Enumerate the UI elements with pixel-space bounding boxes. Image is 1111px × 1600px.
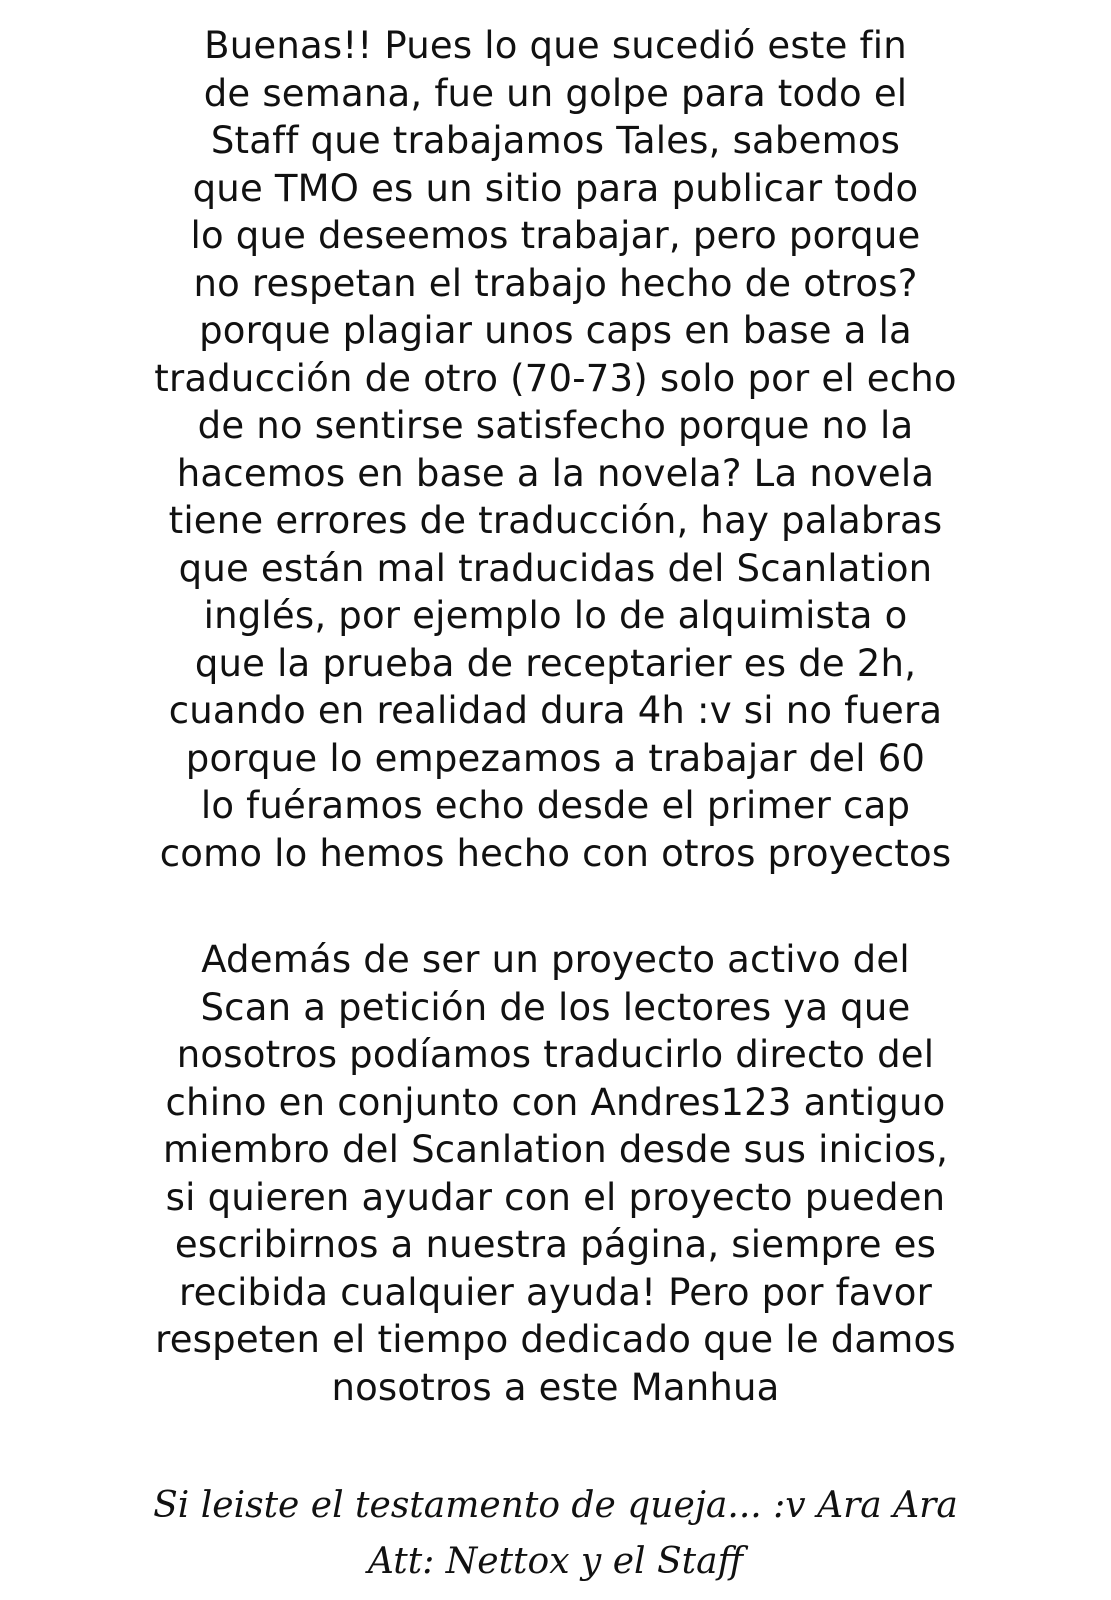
project-paragraph — [0, 936, 1111, 1411]
text-line: Staff que trabajamos Tales, sabemos — [210, 119, 901, 162]
text-line: nosotros a este Manhua — [331, 1365, 780, 1409]
text-line: traducción de otro (70-73) solo por el echo — [154, 356, 957, 400]
text-line: nosotros podíamos traducirlo directo del — [176, 1033, 935, 1076]
text-line: lo que deseemos trabajar, pero porque — [190, 214, 921, 257]
text-line: como lo hemos hecho con otros proyectos — [159, 831, 952, 875]
text-line: de semana, fue un golpe para todo el — [203, 71, 908, 115]
text-line: escribirnos a nuestra página, siempre es — [174, 1223, 937, 1266]
text-line: que están mal traducidas del Scanlation — [178, 546, 933, 590]
text-line: Buenas!! Pues lo que sucedió este fin — [204, 24, 907, 67]
text-line: Además de ser un proyecto activo del — [201, 938, 910, 981]
text-line: de no sentirse satisfecho porque no la — [197, 404, 914, 447]
text-line: miembro del Scanlation desde sus inicios, — [162, 1128, 949, 1171]
text-line: lo fuéramos echo desde el primer cap — [200, 784, 911, 827]
text-line: que la prueba de receptarier es de 2h, — [194, 641, 917, 685]
text-line: Scan a petición de los lectores ya que — [200, 985, 911, 1029]
text-line: porque plagiar unos caps en base a la — [199, 309, 912, 352]
text-line: respeten el tiempo dedicado que le damos — [155, 1318, 956, 1361]
complaint-paragraph — [0, 22, 1111, 877]
text-line: chino en conjunto con Andres123 antiguo — [165, 1080, 946, 1124]
text-line: cuando en realidad dura 4h :v si no fuera — [168, 689, 943, 732]
text-line: tiene errores de traducción, hay palabras — [168, 499, 943, 542]
text-line: recibida cualquier ayuda! Pero por favor — [178, 1270, 933, 1314]
text-line: que TMO es un sitio para publicar todo — [192, 166, 919, 210]
signature — [0, 1478, 1111, 1590]
text-line: porque lo empezamos a trabajar del 60 — [185, 736, 926, 780]
signature-author: Att: Nettox y el Staff — [367, 1541, 744, 1582]
signature-line: Si leiste el testamento de queja... :v Ara Ara — [153, 1485, 958, 1526]
text-line: no respetan el trabajo hecho de otros? — [193, 261, 918, 305]
text-line: hacemos en base a la novela? La novela — [176, 451, 935, 495]
text-line: inglés, por ejemplo lo de alquimista o — [203, 594, 908, 637]
text-line: si quieren ayudar con el proyecto pueden — [165, 1175, 946, 1219]
